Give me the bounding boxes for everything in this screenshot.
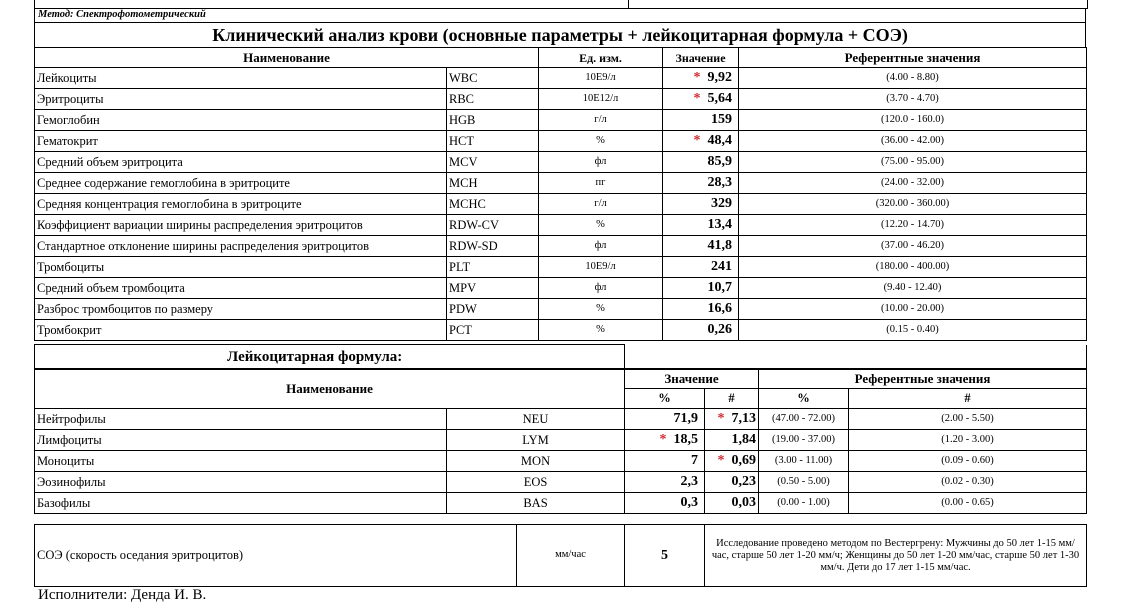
- param-reference: (12.20 - 14.70): [739, 215, 1087, 236]
- table-row: [35, 110, 1087, 131]
- leuko-header-name: Наименование: [35, 369, 625, 409]
- leuko-header-value: Значение: [625, 369, 759, 389]
- param-unit: 10E12/л: [539, 89, 663, 110]
- param-code: RDW-SD: [447, 236, 539, 257]
- param-name: Гемоглобин: [35, 110, 447, 131]
- param-unit: г/л: [539, 110, 663, 131]
- leuko-ref-pct: (0.50 - 5.00): [759, 472, 849, 493]
- leuko-name: Эозинофилы: [35, 472, 447, 493]
- leuko-abs-value: 0,69: [731, 453, 757, 468]
- leuko-abs-value: 7,13: [731, 411, 757, 426]
- header-divider: [628, 0, 629, 8]
- param-unit: %: [539, 299, 663, 320]
- param-unit: г/л: [539, 194, 663, 215]
- abnormal-flag: *: [693, 91, 701, 106]
- param-code: PCT: [447, 320, 539, 341]
- param-code: RDW-CV: [447, 215, 539, 236]
- param-value: 10,7: [707, 280, 733, 295]
- param-unit: %: [539, 215, 663, 236]
- leuko-formula-table: [34, 368, 1087, 514]
- header-unit: Ед. изм.: [539, 48, 663, 68]
- param-name: Среднее содержание гемоглобина в эритроците: [35, 173, 447, 194]
- abnormal-flag: *: [693, 133, 701, 148]
- leuko-title-empty: [625, 345, 1087, 370]
- esr-unit: мм/час: [517, 525, 625, 587]
- table-row: [35, 131, 1087, 152]
- leuko-ref-abs: (2.00 - 5.50): [849, 409, 1087, 430]
- param-reference: (24.00 - 32.00): [739, 173, 1087, 194]
- param-unit: %: [539, 320, 663, 341]
- table-row: [35, 430, 1087, 451]
- param-unit: фл: [539, 152, 663, 173]
- executors-line: Исполнители: Денда И. В.: [38, 587, 207, 603]
- param-reference: (37.00 - 46.20): [739, 236, 1087, 257]
- table-row: [35, 236, 1087, 257]
- table-row: [35, 257, 1087, 278]
- leuko-ref-pct: (0.00 - 1.00): [759, 493, 849, 514]
- leuko-code: BAS: [447, 493, 625, 514]
- param-unit: 10E9/л: [539, 68, 663, 89]
- param-unit: %: [539, 131, 663, 152]
- abnormal-flag: *: [693, 70, 701, 85]
- param-code: HGB: [447, 110, 539, 131]
- param-value: 28,3: [707, 175, 733, 190]
- param-code: WBC: [447, 68, 539, 89]
- table-row: [35, 493, 1087, 514]
- param-reference: (10.00 - 20.00): [739, 299, 1087, 320]
- table-row: [35, 409, 1087, 430]
- param-name: Средний объем тромбоцита: [35, 278, 447, 299]
- param-name: Коэффициент вариации ширины распределения эритроцитов: [35, 215, 447, 236]
- param-value: 159: [711, 112, 733, 127]
- leuko-name: Лимфоциты: [35, 430, 447, 451]
- leuko-code: NEU: [447, 409, 625, 430]
- param-name: Эритроциты: [35, 89, 447, 110]
- leuko-code: LYM: [447, 430, 625, 451]
- param-name: Разброс тромбоцитов по размеру: [35, 299, 447, 320]
- leuko-header-ref-abs: #: [849, 389, 1087, 409]
- table-row: [35, 215, 1087, 236]
- abnormal-flag: *: [659, 432, 667, 447]
- param-reference: (120.0 - 160.0): [739, 110, 1087, 131]
- param-code: PDW: [447, 299, 539, 320]
- leuko-header-abs: #: [705, 389, 759, 409]
- param-name: Стандартное отклонение ширины распределения эритроцитов: [35, 236, 447, 257]
- param-unit: фл: [539, 236, 663, 257]
- leuko-ref-abs: (0.02 - 0.30): [849, 472, 1087, 493]
- leuko-code: EOS: [447, 472, 625, 493]
- leuko-ref-abs: (1.20 - 3.00): [849, 430, 1087, 451]
- main-table-header: [35, 48, 1087, 68]
- param-value: 16,6: [707, 301, 733, 316]
- param-code: MCHC: [447, 194, 539, 215]
- param-value: 5,64: [707, 91, 733, 106]
- leuko-abs-value: 1,84: [731, 432, 757, 447]
- param-name: Средний объем эритроцита: [35, 152, 447, 173]
- leuko-ref-abs: (0.09 - 0.60): [849, 451, 1087, 472]
- leuko-pct-value: 18,5: [673, 432, 699, 447]
- method-label: Метод: Спектрофотометрический: [34, 8, 1086, 22]
- table-row: [35, 320, 1087, 341]
- header-name: Наименование: [35, 48, 539, 68]
- param-code: MCH: [447, 173, 539, 194]
- param-reference: (75.00 - 95.00): [739, 152, 1087, 173]
- param-unit: 10E9/л: [539, 257, 663, 278]
- header-value: Значение: [663, 48, 739, 68]
- param-code: HCT: [447, 131, 539, 152]
- leuko-formula-title: Лейкоцитарная формула:: [35, 345, 625, 370]
- leuko-name: Моноциты: [35, 451, 447, 472]
- param-value: 85,9: [707, 154, 733, 169]
- param-reference: (180.00 - 400.00): [739, 257, 1087, 278]
- leuko-header-ref-pct: %: [759, 389, 849, 409]
- param-reference: (3.70 - 4.70): [739, 89, 1087, 110]
- param-name: Лейкоциты: [35, 68, 447, 89]
- table-row: [35, 194, 1087, 215]
- param-unit: фл: [539, 278, 663, 299]
- leuko-pct-value: 2,3: [680, 474, 699, 489]
- param-reference: (9.40 - 12.40): [739, 278, 1087, 299]
- param-code: MCV: [447, 152, 539, 173]
- leuko-name: Нейтрофилы: [35, 409, 447, 430]
- param-value: 9,92: [707, 70, 733, 85]
- param-reference: (0.15 - 0.40): [739, 320, 1087, 341]
- abnormal-flag: *: [717, 453, 725, 468]
- param-unit: пг: [539, 173, 663, 194]
- param-value: 48,4: [707, 133, 733, 148]
- table-row: [35, 299, 1087, 320]
- table-row: [35, 68, 1087, 89]
- main-parameters-table: [34, 47, 1087, 341]
- leuko-title-table: [34, 344, 1087, 370]
- param-value: 13,4: [707, 217, 733, 232]
- leuko-ref-pct: (47.00 - 72.00): [759, 409, 849, 430]
- table-row: [35, 173, 1087, 194]
- leuko-pct-value: 7: [691, 453, 699, 468]
- leuko-ref-pct: (19.00 - 37.00): [759, 430, 849, 451]
- table-row: [35, 278, 1087, 299]
- abnormal-flag: *: [717, 411, 725, 426]
- param-code: PLT: [447, 257, 539, 278]
- header-reference: Референтные значения: [739, 48, 1087, 68]
- param-name: Тромбокрит: [35, 320, 447, 341]
- esr-table: [34, 524, 1087, 587]
- leuko-ref-pct: (3.00 - 11.00): [759, 451, 849, 472]
- leuko-ref-abs: (0.00 - 0.65): [849, 493, 1087, 514]
- leuko-abs-value: 0,03: [731, 495, 757, 510]
- leuko-pct-value: 0,3: [680, 495, 699, 510]
- leuko-header-reference: Референтные значения: [759, 369, 1087, 389]
- param-name: Гематокрит: [35, 131, 447, 152]
- param-reference: (320.00 - 360.00): [739, 194, 1087, 215]
- table-row: [35, 451, 1087, 472]
- esr-name: СОЭ (скорость оседания эритроцитов): [35, 525, 517, 587]
- leuko-header-pct: %: [625, 389, 705, 409]
- param-code: MPV: [447, 278, 539, 299]
- leuko-pct-value: 71,9: [673, 411, 699, 426]
- param-value: 41,8: [707, 238, 733, 253]
- param-code: RBC: [447, 89, 539, 110]
- esr-method-note: Исследование проведено методом по Вестергрену: Мужчины до 50 лет 1-15 мм/час, старше 50 лет 1-20 мм/ч; Женщины до 50 лет 1-20 мм/час, старше 50 лет 1-30 мм/ч. Дети до 17 лет 1-15 мм/час.: [705, 525, 1087, 587]
- param-value: 329: [711, 196, 733, 211]
- table-row: [35, 89, 1087, 110]
- leuko-abs-value: 0,23: [731, 474, 757, 489]
- report-title: Клинический анализ крови (основные параметры + лейкоцитарная формула + СОЭ): [34, 22, 1086, 48]
- param-name: Тромбоциты: [35, 257, 447, 278]
- param-reference: (4.00 - 8.80): [739, 68, 1087, 89]
- param-name: Средняя концентрация гемоглобина в эритроците: [35, 194, 447, 215]
- esr-value: 5: [625, 525, 705, 587]
- leuko-name: Базофилы: [35, 493, 447, 514]
- table-row: [35, 152, 1087, 173]
- table-row: [35, 472, 1087, 493]
- param-value: 241: [711, 259, 733, 274]
- param-reference: (36.00 - 42.00): [739, 131, 1087, 152]
- leuko-code: MON: [447, 451, 625, 472]
- param-value: 0,26: [707, 322, 733, 337]
